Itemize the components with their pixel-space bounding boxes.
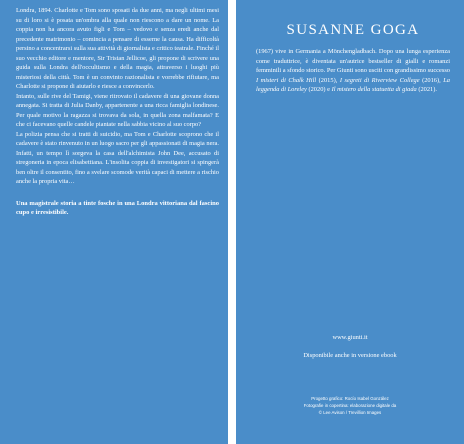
bio-sep-1: (2015), (316, 76, 340, 84)
bio-sep-3: (2020) e (306, 86, 332, 93)
book-title-4: Il mistero della statuetta di giada (331, 86, 417, 93)
author-name: SUSANNE GOGA (286, 22, 420, 38)
book-title-3: La leggenda di Loreley (256, 76, 450, 93)
publisher-website: www.giunti.it (332, 334, 368, 341)
bio-sep-2: (2016), (419, 76, 444, 84)
book-title-2: I segreti di Riverview College (339, 76, 420, 84)
bio-outro: (2021). (416, 86, 437, 93)
credit-line-photo: Fotografie in copertina: elaborazione digitale da (303, 403, 397, 408)
synopsis-paragraph-1: Londra, 1894. Charlotte e Tom sono sposati da due anni, ma negli ultimi mesi su di loro si è posata un'ombra alla quale non riescono a dare un nome. La coppia non ha ancora avuto figli e Tom – vedovo e senza eredi anche dal precedente matrimonio – comincia a pensare di esserne la causa. Ha difficoltà persino a concentrarsi sulla sua attività di giornalista e critico teatrale. Finché il suo vecchio editore e mentore, Sir Tristan Jellicoe, gli propone di scrivere una guida sulla Londra dell'occultismo e della magia, attraverso i luoghi più misteriosi della città. Tom è un convinto razionalista e vorrebbe rifiutare, ma Charlotte si propone di aiutarlo e riesce a convincerlo. (16, 7, 219, 90)
book-title-1: I misteri di Chalk Hill (256, 76, 317, 84)
ebook-note: Disponibile anche in versione ebook (303, 352, 397, 359)
tagline: Una magistrale storia a tinte fosche in una Londra vittoriana dal fascino cupo e irresistibile. (16, 199, 219, 216)
credits (236, 395, 464, 416)
bio-intro: (1967) vive in Germania a Mönchengladbach. Dopo una lunga esperienza come traduttrice, è diventata un'autrice bestseller di gialli e romanzi femminili a sfondo storico. Per Giunti sono usciti con grandissimo successo (256, 48, 451, 74)
credit-line-copyright: © Lee Avison / Trevillion Images (318, 410, 382, 415)
back-flap-panel (0, 0, 228, 444)
author-bio (256, 47, 450, 95)
synopsis-paragraph-3: La polizia pensa che si tratti di suicidio, ma Tom e Charlotte scoprono che il cadavere è stato rinvenuto in un luogo sacro per gli appassionati di magia nera. Infatti, un tempo lì sorgeva la casa dell'alchimista John Dee, accusato di stregoneria in epoca elisabettiana. L'insolita coppia di investigatori si spingerà ben oltre il consentito, fino a svelare scomode verità capaci di mettere a rischio anche la propria vita… (16, 130, 219, 185)
author-flap-panel (236, 0, 464, 444)
credit-line-design: Progetto grafico: Rocío Isabel González (311, 396, 389, 401)
synopsis-paragraph-2: Intanto, sulle rive del Tamigi, viene ritrovato il cadavere di una giovane donna annegata. Si tratta di Julia Danby, appartenente a una ricca famiglia londinese. Per quale motivo la ragazza si trovava da sola, in quella zona malfamata? E che ci facevano quelle candele piantate nella sabbia vicino al suo corpo? (16, 92, 219, 128)
